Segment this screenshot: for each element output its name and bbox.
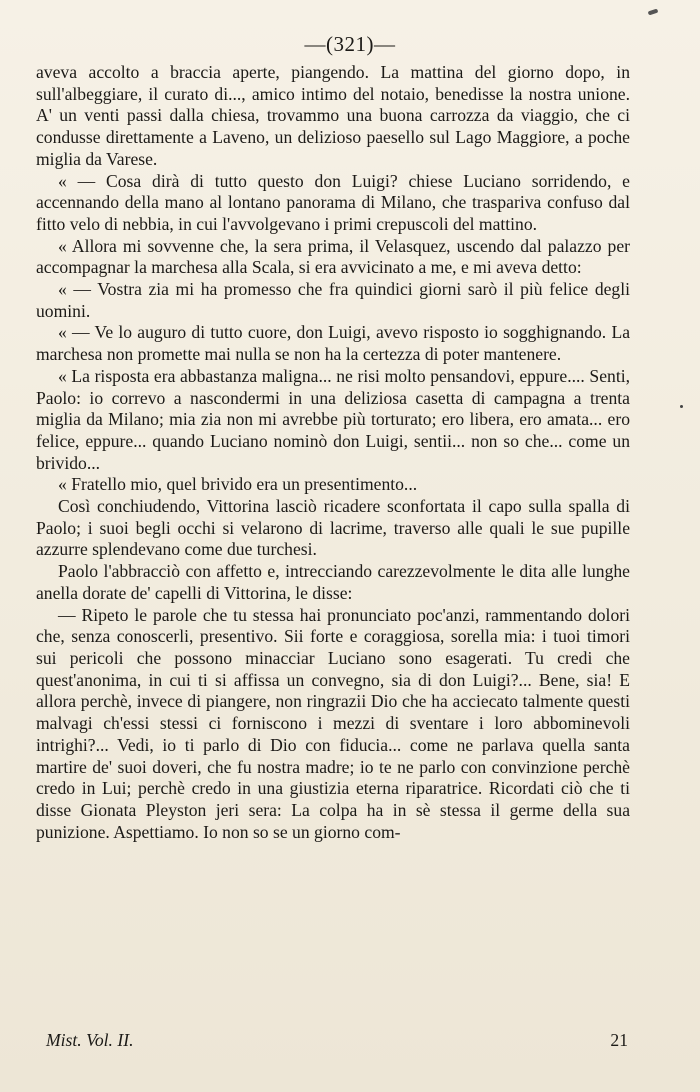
page-footer (36, 1030, 630, 1051)
paragraph: « — Ve lo auguro di tutto cuore, don Luigi, avevo risposto io sogghignando. La marchesa non promette mai nulla se non ha la certezza di poter mantenere. (36, 322, 630, 365)
page-body (36, 62, 630, 843)
ink-speck (648, 9, 659, 16)
paragraph: — Ripeto le parole che tu stessa hai pronunciato poc'anzi, rammentando dolori che, senza conoscerli, presentivo. Sii forte e coraggiosa, sorella mia: i tuoi timori sui pericoli che possono minacciar Luciano sono esagerati. Tu credi che quest'anonima, in cui ti si affissa un convegno, sia di don Luigi?... Bene, sia! E allora perchè, invece di piangere, non ringrazii Dio che ha acciecato talmente questi malvagi ch'essi stessi ci forniscono i mezzi di sventare i loro abbominevoli intrighi?... Vedi, io ti parlo di Dio con fiducia... come ne parlava quella santa martire de' suoi doveri, che fu nostra madre; io te ne parlo con convinzione perchè credo in Lui; perchè credo in una giustizia eterna riparatrice. Ricordati ciò che ti disse Gionata Pleyston jeri sera: La colpa ha in sè stessa il germe della sua punizione. Aspettiamo. Io non so se un giorno com- (36, 604, 630, 842)
paragraph: Paolo l'abbracciò con affetto e, intrecciando carezzevolmente le dita alle lunghe anella dorate de' capelli di Vittorina, le disse: (36, 561, 630, 603)
paragraph: « La risposta era abbastanza maligna... ne risi molto pensandovi, eppure.... Senti, Paolo: io correvo a nascondermi in una deliziosa casetta di campagna a trenta miglia da Milano; mia zia non mi avrebbe più torturato; ero libera, ero amata... ero felice, eppure... quando Luciano nominò don Luigi, sentii... non so che... come un brivido... (36, 365, 630, 473)
ink-dot (680, 405, 683, 408)
paragraph: aveva accolto a braccia aperte, piangendo. La mattina del giorno dopo, in sull'albeggiare, il curato di..., amico intimo del notaio, benedisse la nostra unione. A' un venti passi dalla chiesa, trovammo una buona carrozza da viaggio, che ci condusse direttamente a Laveno, un delizioso paesello sul Lago Maggiore, a poche miglia da Varese. (36, 62, 630, 169)
page-number: —(321)— (304, 32, 396, 56)
paragraph: « — Vostra zia mi ha promesso che fra quindici giorni sarò il più felice degli uomini. (36, 279, 630, 321)
signature-number: 21 (610, 1030, 628, 1050)
paragraph: « Fratello mio, quel brivido era un presentimento... (58, 474, 418, 495)
paragraph: Così conchiudendo, Vittorina lasciò ricadere sconfortata il capo sulla spalla di Paolo; i suoi begli occhi si velarono di lacrime, traverso alle quali le sue pupille azzurre splendevano come due turchesi. (36, 496, 630, 560)
signature-mark: Mist. Vol. II. (46, 1030, 134, 1050)
paragraph: « Allora mi sovvenne che, la sera prima, il Velasquez, uscendo dal palazzo per accompagnar la marchesa alla Scala, si era avvicinato a me, e mi aveva detto: (36, 235, 630, 278)
paragraph: « — Cosa dirà di tutto questo don Luigi? chiese Luciano sorridendo, e accennando della mano al lontano panorama di Milano, che traspariva confuso dal fitto velo di nebbia, in cui l'avvolgevano i primi crepuscoli del mattino. (36, 170, 630, 234)
